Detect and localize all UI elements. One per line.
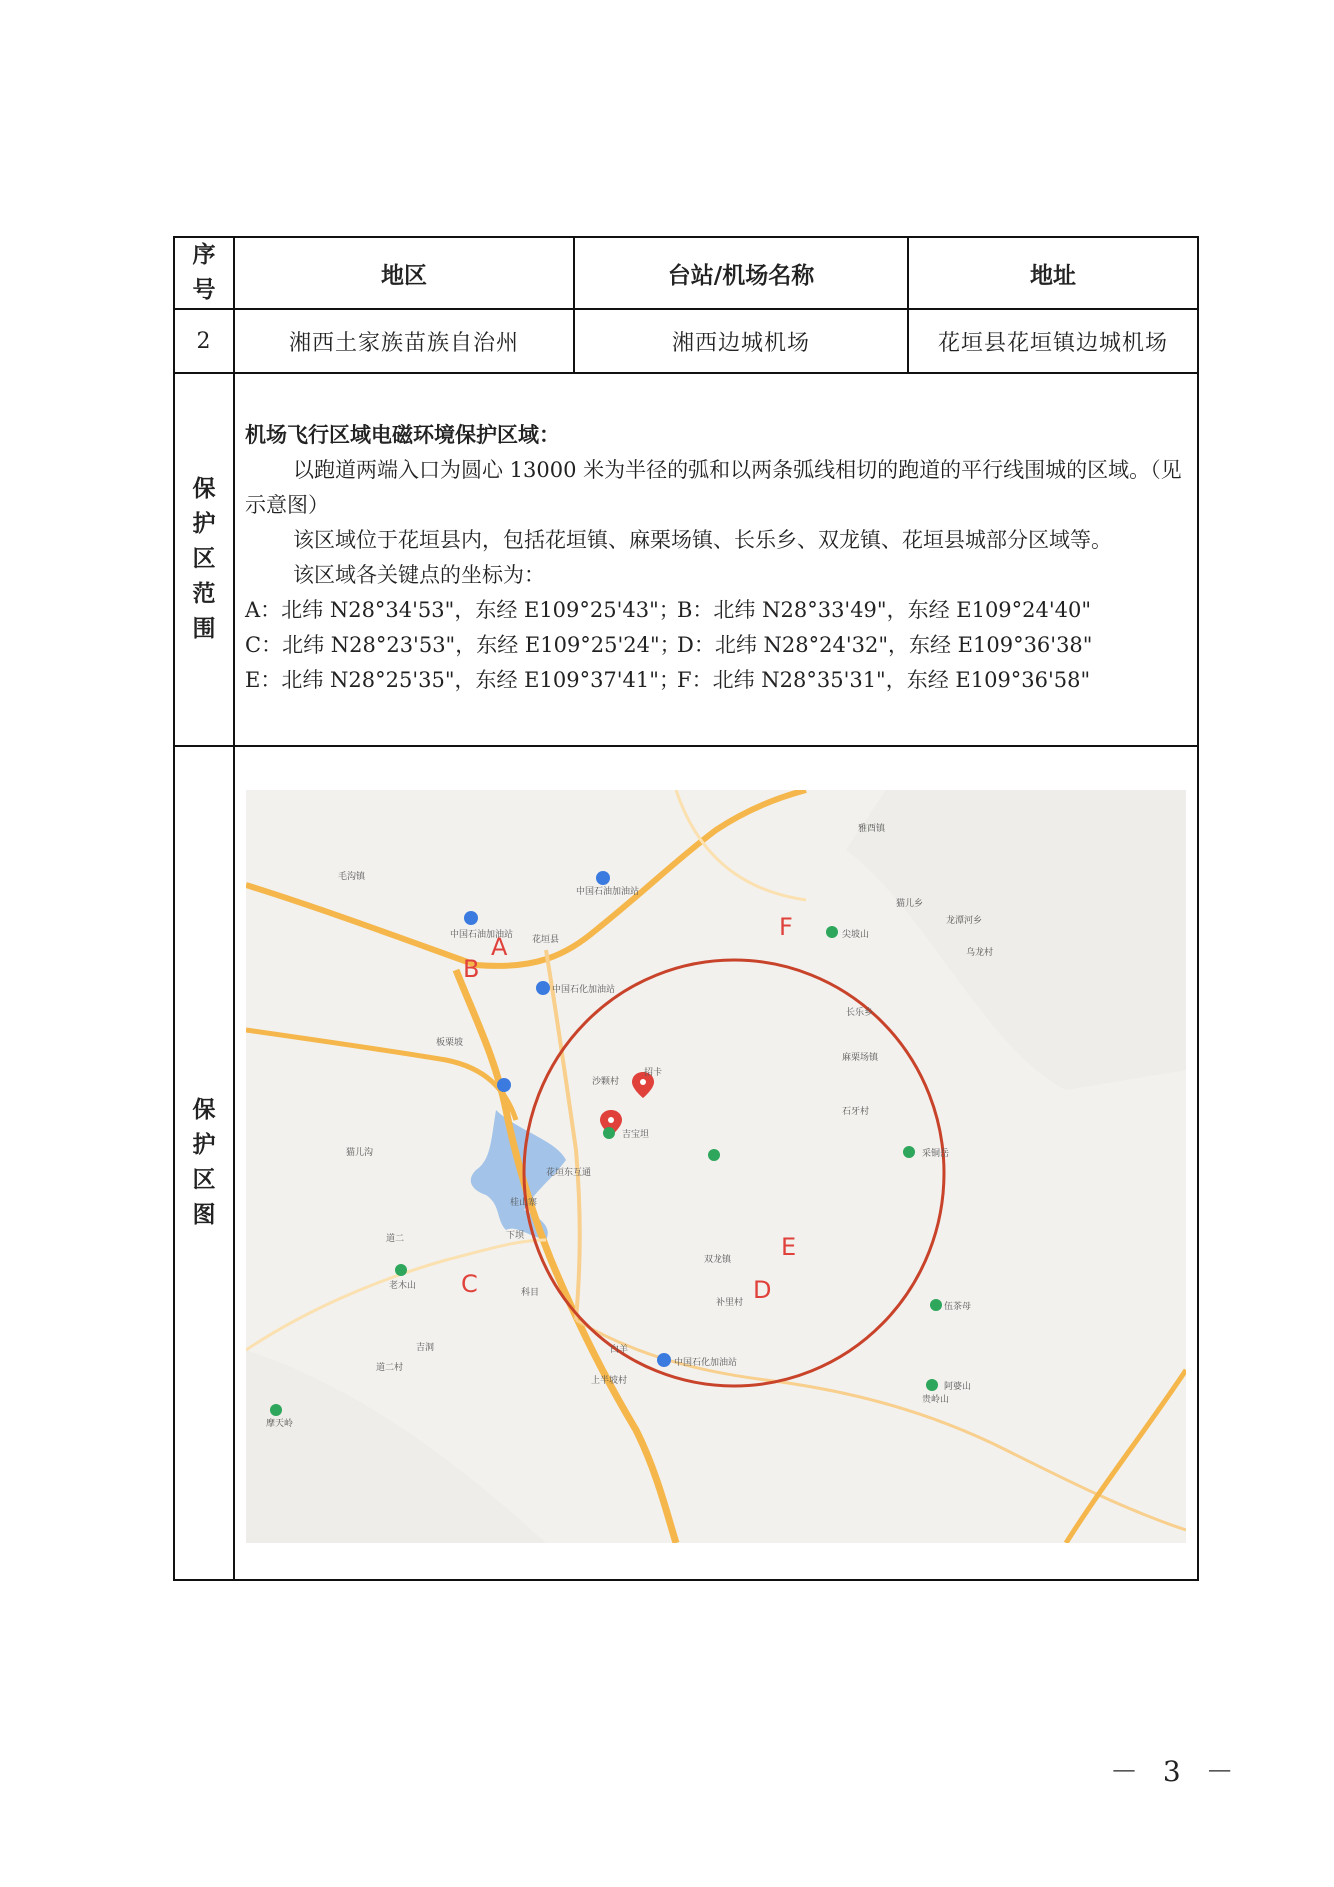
- point-label-c: C: [461, 1270, 478, 1298]
- place-label: 桂山寨: [510, 1198, 538, 1208]
- page-number: － 3 －: [1110, 1755, 1242, 1788]
- place-label: 尖坡山: [842, 930, 870, 940]
- header-seq: [174, 237, 234, 309]
- mountain-icon: [926, 1379, 938, 1391]
- place-label: 科目: [521, 1288, 540, 1298]
- map-label-char: 图: [192, 1202, 216, 1228]
- place-label: 摩天岭: [266, 1419, 294, 1429]
- place-label: 沙颗村: [592, 1077, 620, 1087]
- header-seq-char: 号: [192, 277, 216, 303]
- data-row: [174, 309, 1198, 373]
- place-label: 板栗坡: [436, 1038, 464, 1048]
- place-label: 下坝: [506, 1231, 525, 1241]
- coord-d: D：北纬 N28°24'32"，东经 E109°36'38": [677, 633, 1093, 657]
- scope-label-char: 围: [192, 616, 216, 642]
- map-svg: [246, 790, 1186, 1543]
- place-label: 中国石化加油站: [552, 985, 616, 995]
- mountain-icon: [930, 1299, 942, 1311]
- row-address: 花垣县花垣镇边城机场: [908, 309, 1198, 373]
- mountain-icon: [903, 1146, 915, 1158]
- place-label: 龙潭河乡: [946, 916, 983, 926]
- place-label: 采铜岳: [922, 1149, 950, 1159]
- place-label: 招卡: [644, 1068, 663, 1078]
- coord-a: A：北纬 N28°34'53"，东经 E109°25'43"；: [245, 598, 680, 622]
- row-seq: 2: [174, 309, 234, 373]
- coord-line: [245, 593, 1187, 628]
- gas-station-icon: [464, 911, 478, 925]
- gas-station-icon: [536, 981, 550, 995]
- place-label: 道二村: [376, 1363, 404, 1373]
- gas-station-icon: [596, 871, 610, 885]
- coord-line: [245, 663, 1187, 698]
- header-address: 地址: [908, 237, 1198, 309]
- scope-label-char: 护: [192, 511, 216, 537]
- protection-zone-map: [246, 790, 1186, 1543]
- airport-table: [173, 236, 1199, 1581]
- place-label: 猫儿沟: [346, 1148, 374, 1158]
- coord-f: F：北纬 N28°35'31"，东经 E109°36'58": [677, 668, 1091, 692]
- scope-para-1: 以跑道两端入口为圆心 13000 米为半径的弧和以两条弧线相切的跑道的平行线围城的区域。（见示意图）: [245, 458, 1182, 517]
- place-label: 道二: [386, 1234, 405, 1244]
- header-station: 台站/机场名称: [574, 237, 908, 309]
- header-seq-char: 序: [192, 242, 216, 268]
- point-label-d: D: [753, 1276, 772, 1304]
- place-label: 猫儿乡: [896, 899, 924, 909]
- place-label: 中国石油加油站: [450, 930, 514, 940]
- scope-title: 机场飞行区域电磁环境保护区域：: [245, 423, 560, 447]
- header-region: 地区: [234, 237, 574, 309]
- place-label: 花垣东互通: [546, 1168, 592, 1178]
- map-row: [174, 746, 1198, 1580]
- point-label-b: B: [463, 955, 480, 983]
- map-cell: [234, 746, 1198, 1580]
- coord-c: C：北纬 N28°23'53"，东经 E109°25'24"；: [245, 633, 681, 657]
- scope-para-3: 该区域各关键点的坐标为：: [293, 563, 545, 587]
- place-label: 补里村: [716, 1298, 744, 1308]
- point-label-f: F: [779, 913, 793, 941]
- mountain-icon: [270, 1404, 282, 1416]
- place-label: 花垣县: [532, 935, 560, 945]
- coord-e: E：北纬 N28°25'35"，东经 E109°37'41"；: [245, 668, 680, 692]
- scope-label-char: 范: [192, 581, 216, 607]
- place-label: 双龙镇: [704, 1255, 732, 1265]
- gas-station-icon: [657, 1353, 671, 1367]
- place-label: 毛沟镇: [338, 872, 366, 882]
- map-label-char: 区: [192, 1167, 216, 1193]
- scope-para-2: 该区域位于花垣县内，包括花垣镇、麻栗场镇、长乐乡、双龙镇、花垣县城部分区域等。: [293, 528, 1112, 552]
- place-label: 阿婆山: [944, 1382, 972, 1392]
- scope-label: [174, 373, 234, 746]
- place-label: 贵岭山: [922, 1395, 950, 1405]
- place-label: 麻栗场镇: [842, 1053, 879, 1063]
- mountain-icon: [708, 1149, 720, 1161]
- place-label: 长乐乡: [846, 1008, 874, 1018]
- coord-line: [245, 628, 1187, 663]
- place-label: 中国石化加油站: [674, 1358, 738, 1368]
- row-region: 湘西土家族苗族自治州: [234, 309, 574, 373]
- point-label-e: E: [781, 1233, 797, 1261]
- mountain-icon: [826, 926, 838, 938]
- place-label: 白羊: [610, 1345, 629, 1355]
- mountain-icon: [395, 1264, 407, 1276]
- map-label-char: 护: [192, 1132, 216, 1158]
- place-label: 中国石油加油站: [576, 887, 640, 897]
- coord-b: B：北纬 N28°33'49"，东经 E109°24'40": [677, 598, 1092, 622]
- map-label: [174, 746, 234, 1580]
- map-label-char: 保: [192, 1097, 216, 1123]
- place-label: 老木山: [389, 1281, 417, 1291]
- row-station: 湘西边城机场: [574, 309, 908, 373]
- mountain-icon: [603, 1127, 615, 1139]
- place-label: 吉宝坦: [622, 1130, 650, 1140]
- point-label-a: A: [491, 933, 508, 961]
- place-label: 石牙村: [842, 1107, 870, 1117]
- place-label: 吉洞: [416, 1343, 435, 1353]
- place-label: 上半坡村: [591, 1376, 628, 1386]
- place-label: 伍茶母: [944, 1302, 972, 1312]
- place-label: 乌龙村: [966, 948, 994, 958]
- header-row: [174, 237, 1198, 309]
- scope-label-char: 区: [192, 546, 216, 572]
- gas-station-icon: [497, 1078, 511, 1092]
- scope-label-char: 保: [192, 476, 216, 502]
- scope-content: [234, 373, 1198, 746]
- place-label: 雅酉镇: [858, 824, 886, 834]
- scope-row: [174, 373, 1198, 746]
